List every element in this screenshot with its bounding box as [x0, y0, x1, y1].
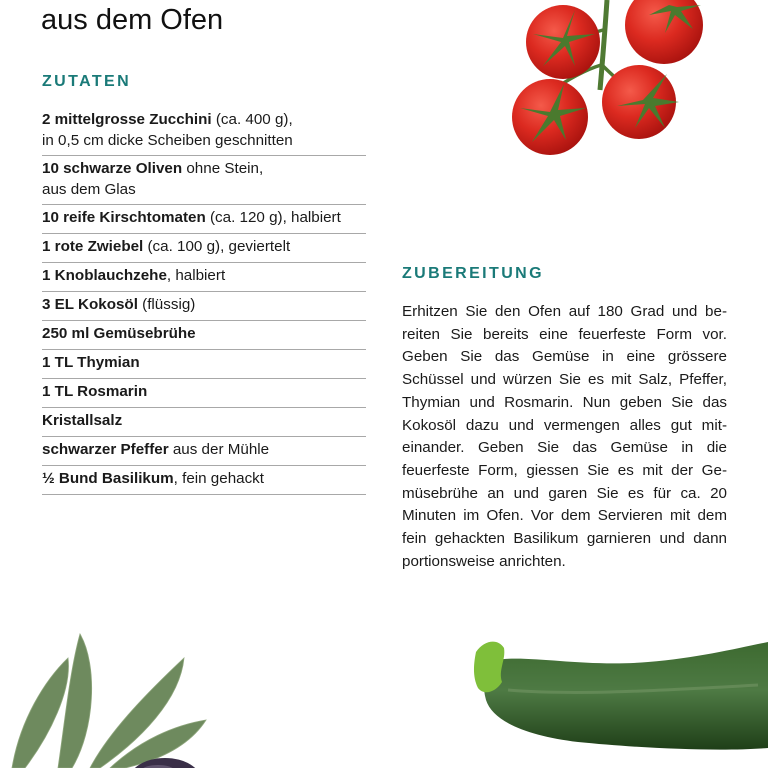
ingredient-name: 1 TL Thymian: [42, 354, 140, 371]
ingredient-name: 1 Knoblauchzehe: [42, 267, 167, 284]
ingredient-name: schwarzer Pfeffer: [42, 441, 169, 458]
ingredient-item: [42, 107, 366, 156]
ingredient-detail-line2: aus dem Glas: [42, 181, 136, 198]
ingredient-item: [42, 156, 366, 205]
ingredient-name: 10 reife Kirschtomaten: [42, 209, 206, 226]
ingredient-item: [42, 466, 366, 495]
ingredient-item: [42, 379, 366, 408]
ingredient-detail: (ca. 120 g), halbiert: [205, 209, 341, 226]
page-title: aus dem Ofen: [41, 4, 224, 36]
ingredient-item: [42, 234, 366, 263]
ingredient-detail: , halbiert: [166, 267, 226, 284]
ingredient-name: Kristallsalz: [42, 412, 123, 429]
ingredient-detail: (flüssig): [137, 296, 196, 313]
ingredient-item: [42, 437, 366, 466]
ingredient-item: [42, 350, 366, 379]
zucchini-image: [468, 630, 768, 750]
ingredient-name: 1 TL Rosmarin: [42, 383, 148, 400]
ingredient-name: 2 mittelgrosse Zucchini: [42, 111, 212, 128]
ingredient-name: 250 ml Gemüsebrühe: [42, 325, 196, 342]
ingredient-item: [42, 205, 366, 234]
ingredient-item: [42, 292, 366, 321]
ingredient-item: [42, 321, 366, 350]
ingredient-detail: ohne Stein,: [182, 160, 264, 177]
ingredient-name: 3 EL Kokosöl: [42, 296, 138, 313]
ingredient-name: 10 schwarze Oliven: [42, 160, 183, 177]
tomatoes-image: [505, 0, 715, 160]
olive-branch-image: [0, 620, 230, 768]
ingredients-heading: ZUTATEN: [42, 73, 132, 90]
ingredient-item: [42, 263, 366, 292]
ingredient-name: 1 rote Zwiebel: [42, 238, 144, 255]
ingredient-detail-line2: in 0,5 cm dicke Scheiben geschnitten: [42, 132, 293, 149]
ingredient-detail: aus der Mühle: [168, 441, 270, 458]
ingredients-list: [42, 107, 366, 495]
ingredient-name: ½ Bund Basilikum: [42, 470, 174, 487]
ingredient-detail: (ca. 100 g), geviertelt: [143, 238, 291, 255]
ingredient-item: [42, 408, 366, 437]
ingredient-detail: (ca. 400 g),: [211, 111, 293, 128]
ingredient-detail: , fein gehackt: [173, 470, 264, 487]
preparation-text: Erhitzen Sie den Ofen auf 180 Grad und bereiten Sie bereits eine feuerfeste Form vor. Geben Sie das Gemüse in eine grössere Schüssel und würzen Sie es mit Salz, Pfeffer, Thymian und Rosmarin. Nun geben Sie das Kokosöl dazu und vermengen alles gut miteinander. Geben Sie das Gemüse in die feuerfeste Form, giessen Sie es mit der Gemüsebrühe an und garen Sie es für ca. 20 Minuten im Ofen. Vor dem Servieren mit dem fein gehackten Basilikum garnieren und dann portionsweise anrichten.: [402, 303, 727, 570]
preparation-heading: ZUBEREITUNG: [402, 265, 544, 282]
